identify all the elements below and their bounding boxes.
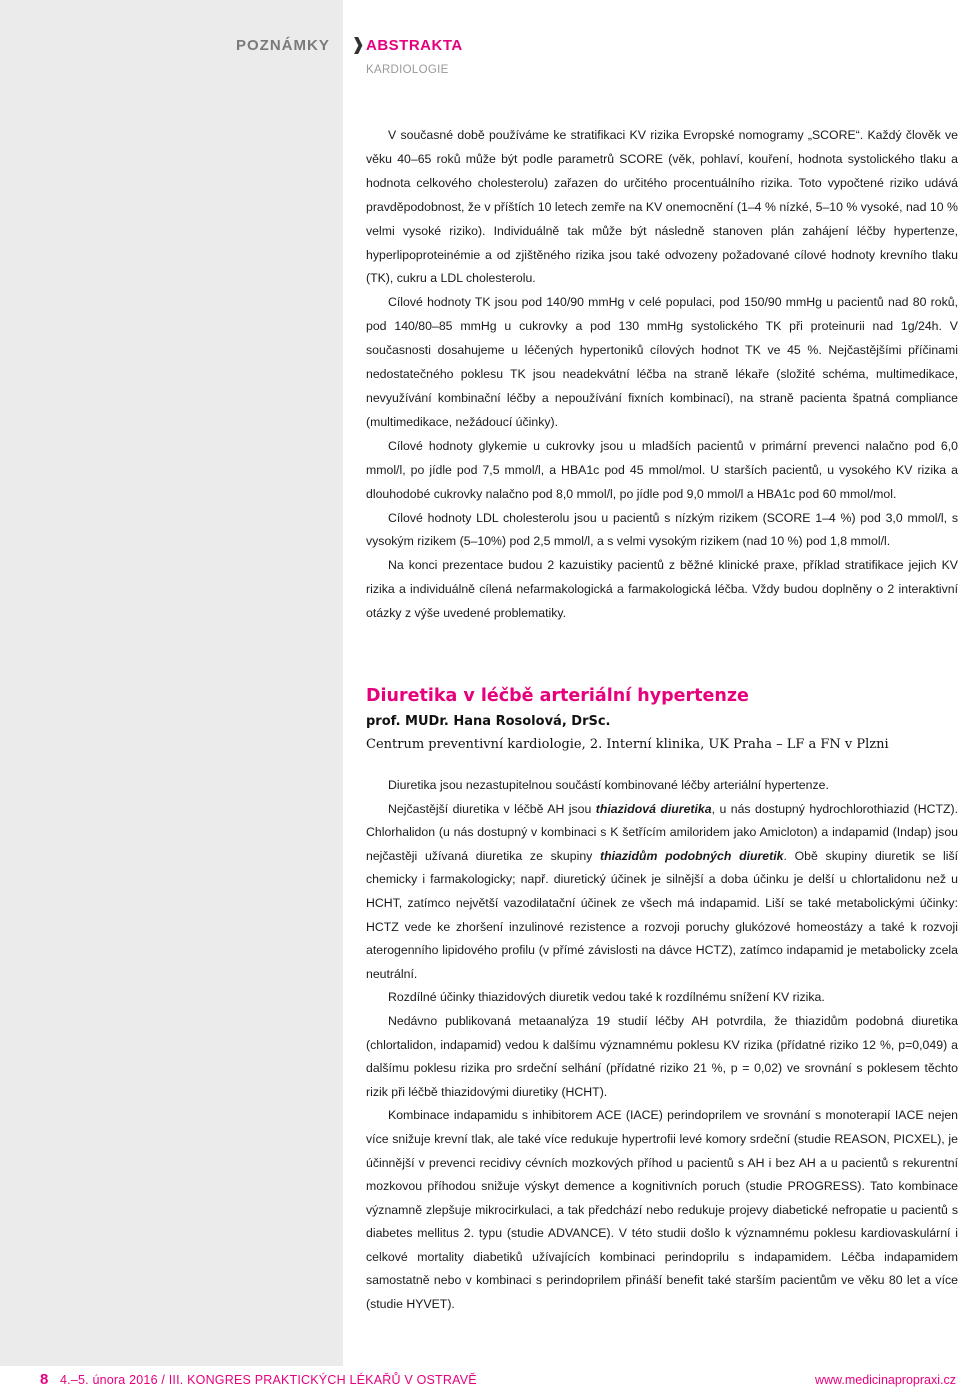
paragraph: V současné době používáme ke stratifikaci KV rizika Evropské nomogramy „SCORE“. Každý člověk ve věku 40–65 roků může být podle parametrů SCORE (věk, pohlaví, kouření, hodnota systolického tlaku a hodnota celkového cholesterolu) zařazen do určitého procentuálního rizika. Toto vypočtené riziko udává pravděpodobnost, že v příštích 10 letech zemře na KV onemocnění (1–4 % nízké, 5–10 % vysoké, nad 10 % velmi vysoké riziko). Individuálně tak může být následně stanoven plán zahájení léčby hypertenze, hyperlipoproteinémie a od zjištěného rizika jsou také odvozeny požadované cílové hodnoty krevního tlaku (TK), cukru a LDL cholesterolu. <box>366 128 958 286</box>
paragraph: Cílové hodnoty glykemie u cukrovky jsou u mladších pacientů v primární prevenci nalačno pod 6,0 mmol/l, po jídle pod 7,5 mmol/l, a HBA1c pod 45 mmol/mol. U starších pacientů, u vysokého KV rizika a dlouhodobé cukrovky nalačno pod 8,0 mmol/l, po jídle pod 9,0 mmol/l a HBA1c pod 60 mmol/mol. <box>366 438 958 501</box>
paragraph: Diuretika jsou nezastupitelnou součástí kombinované léčby arteriální hypertenze. <box>388 778 829 792</box>
paragraph: Kombinace indapamidu s inhibitorem ACE (IACE) perindoprilem ve srovnání s monoterapií IACE nejen více snižuje krevní tlak, ale také více redukuje hypertrofii levé komory srdeční (studie REASON, PICXEL), je účinnější v prevenci recidivy cévních mozkových příhod u pacientů s AH i bez AH a u pacientů s rekurentní mozkovou příhodou snižuje výskyt demence a kognitivních poruch (studie PROGRESS). Tato kombinace významně zlepšuje mikrocirkulaci, a tak předchází nebo redukuje projevy diabetické nefropatie u pacientů s diabetes mellitus 2. typu (studie ADVANCE). V této studii došlo k významnému poklesu kardiovaskulární i celkové mortality diabetiků užívajících kombinaci perindoprilu s indapamidem. Léčba indapamidem samostatně nebo v kombinaci s perindoprilem přináší benefit také starším pacientům ve věku 80 let a více (studie HYVET). <box>366 1108 958 1312</box>
article-author: prof. MUDr. Hana Rosolová, DrSc. <box>366 714 611 729</box>
chevron-right-icon: ❱ <box>351 35 366 54</box>
abstract-body <box>366 124 958 626</box>
section-subtitle: KARDIOLOGIE <box>366 64 449 76</box>
notes-label: POZNÁMKY <box>236 37 330 54</box>
article-body <box>366 774 958 1317</box>
footer-conference: 4.–5. února 2016 / III. KONGRES PRAKTICKÝCH LÉKAŘŮ V OSTRAVĚ <box>60 1373 477 1387</box>
article-affiliation: Centrum preventivní kardiologie, 2. Interní klinika, UK Praha – LF a FN v Plzni <box>366 737 889 752</box>
paragraph <box>366 798 958 987</box>
paragraph: Cílové hodnoty TK jsou pod 140/90 mmHg v celé populaci, pod 150/90 mmHg u pacientů nad 80 roků, pod 140/80–85 mmHg u cukrovky a pod 130 mmHg systolického TK při proteinurii nad 1g/24h. V současnosti dosahujeme u léčených hypertoniků cílových hodnot TK ve 45 %. Nejčastějšími příčinami nedostatečného poklesu TK jsou neadekvátní léčba na straně lékaře (složité schéma, multimedikace, nevyužívání kombinační léčby a nepoužívání fixních kombinací), na straně pacienta špatná compliance (multimedikace, nežádoucí účinky). <box>366 295 958 429</box>
article-title: Diuretika v léčbě arteriální hypertenze <box>366 686 749 706</box>
emphasis: thiazidům podobných diuretik <box>600 848 784 863</box>
emphasis: thiazidová diuretika <box>595 801 712 816</box>
paragraph: Cílové hodnoty LDL cholesterolu jsou u pacientů s nízkým rizikem (SCORE 1–4 %) pod 3,0 mmol/l, s vysokým rizikem (5–10%) pod 2,5 mmol/l, a s velmi vysokým rizikem (nad 10 %) pod 1,8 mmol/l. <box>366 510 958 549</box>
text-run: . Obě skupiny diuretik se liší chemicky i farmakologicky; např. diuretický účinek je silnější a doba účinku je delší u chlortalidonu než u HCHT, zatímco největší vazodilatační účinek ze všech má indapamid. Liší se také metabolickými účinky: HCTZ vede ke zhoršení inzulinové rezistence a rozvoji poruchy glukózové homeostázy a také k rozvoji aterogenního lipidového profilu (v přímé závislosti na dávce HCTZ), zatímco indapamid je metabolicky zcela neutrální. <box>366 848 959 981</box>
paragraph: Nedávno publikovaná metaanalýza 19 studií léčby AH potvrdila, že thiazidům podobná diuretika (chlortalidon, indapamid) vedou k dalšímu významnému poklesu KV rizika (přídatné riziko 12 %, p=0,049) a dalšímu poklesu rizika pro srdeční selhání (přídatné riziko 21 %, p = 0,02) ve srovnání s poklesem těchto rizik při léčbě thiazidovými diuretiky (HCHT). <box>366 1013 958 1099</box>
footer-url[interactable]: www.medicinapropraxi.cz <box>814 1373 956 1387</box>
text-run: Nejčastější diuretika v léčbě AH jsou <box>388 801 596 816</box>
section-title: ABSTRAKTA <box>366 37 463 54</box>
page-number: 8 <box>40 1371 49 1388</box>
text-run: , u nás dostupný hydrochlorothiazid (HCTZ). Chlorhalidon (u nás dostupný v kombinaci s K šetřícím amiloridem jako Amicloton) a indapamid (Indap) jsou nejčastěji užívaná diuretika ze skupiny <box>366 801 958 863</box>
notes-sidebar <box>0 0 343 1366</box>
paragraph: Rozdílné účinky thiazidových diuretik vedou také k rozdílnému snížení KV rizika. <box>388 990 825 1005</box>
paragraph: Na konci prezentace budou 2 kazuistiky pacientů z běžné klinické praxe, příklad stratifikace jejich KV rizika a individuálně cílená nefarmakologická a farmakologická léčba. Vždy budou doplněny o 2 interaktivní otázky z výše uvedené problematiky. <box>366 558 958 621</box>
